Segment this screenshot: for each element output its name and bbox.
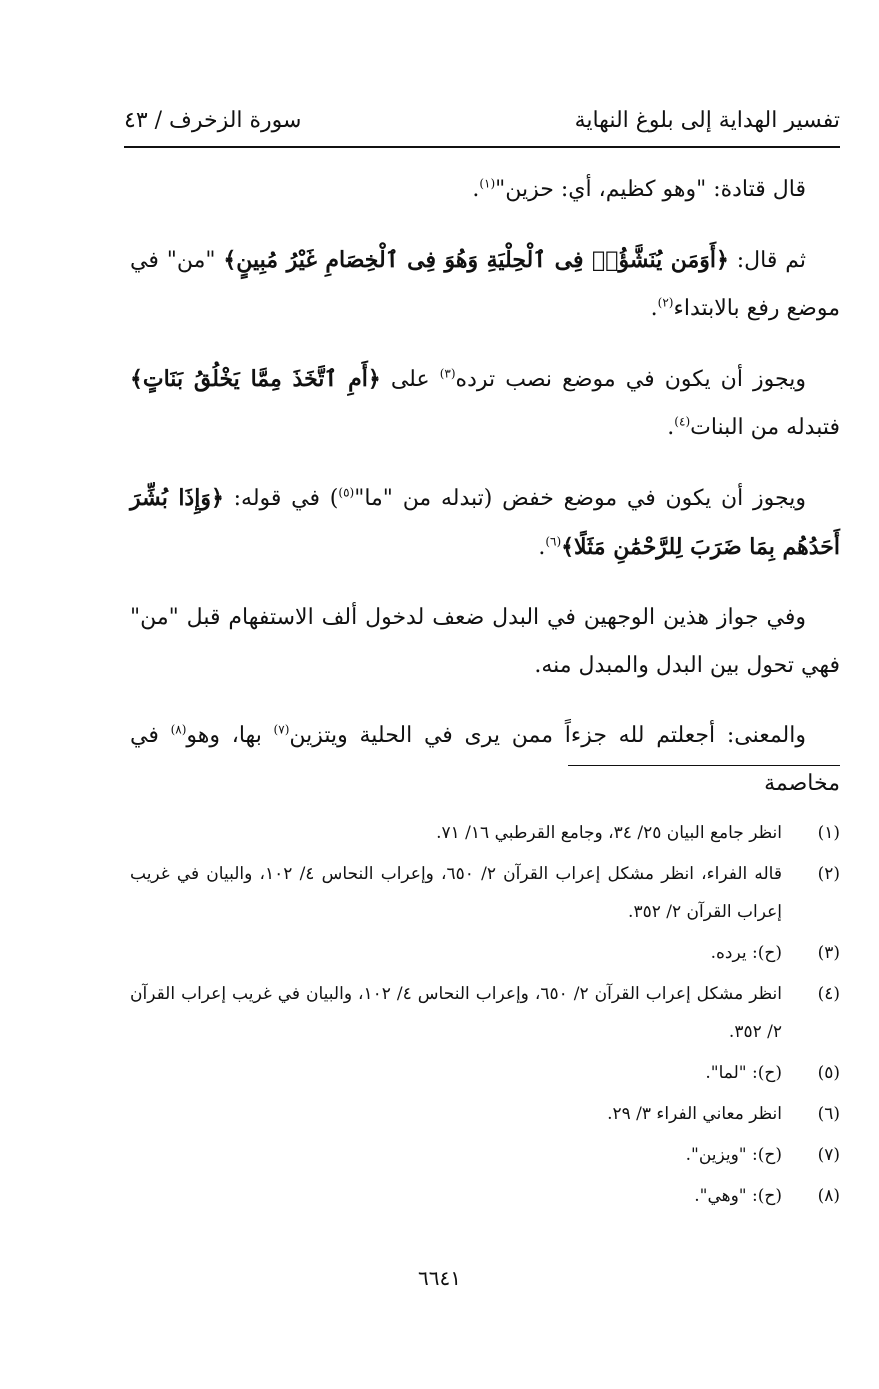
paragraph-3 xyxy=(130,355,840,452)
footnote-number: (٥) xyxy=(817,1063,840,1083)
paragraph-5 xyxy=(130,594,840,690)
footnote-ref-7: (٧) xyxy=(273,722,290,737)
footnote-number: (٣) xyxy=(817,943,840,963)
quran-verse-3: ﴿وَإِذَا بُشِّرَ أَحَدُهُم بِمَا ضَرَبَ لِلرَّحْمَٰنِ مَثَلًا﴾ xyxy=(130,485,840,560)
paragraph-4-text: ويجوز أن يكون في موضع خفض (تبدله من "ما" xyxy=(354,486,806,511)
paragraph-6-after: في مخاصمة xyxy=(130,723,840,796)
running-header xyxy=(124,104,840,140)
footnote-item xyxy=(130,814,840,852)
quran-verse-2: ﴿أَمِ ٱتَّخَذَ مِمَّا يَخْلُقُ بَنَاتٍ﴾ xyxy=(130,366,381,392)
footnote-text: قاله الفراء، انظر مشكل إعراب القرآن ٢/ ٦٥٠، وإعراب النحاس ٤/ ١٠٢، والبيان في غريب إعراب القرآن ٢/ ٣٥٢. xyxy=(130,864,782,922)
main-text xyxy=(130,166,840,830)
footnote-ref-4: (٤) xyxy=(674,414,691,429)
paragraph-3-text: ويجوز أن يكون في موضع نصب ترده xyxy=(455,367,806,392)
footnote-item xyxy=(130,1136,840,1174)
footnote-number: (٧) xyxy=(817,1145,840,1165)
footnote-item xyxy=(130,1177,840,1215)
paragraph-1 xyxy=(130,166,840,214)
header-divider xyxy=(124,146,840,148)
footnote-separator xyxy=(568,765,840,766)
footnote-item xyxy=(130,975,840,1051)
paragraph-6-mid: بها، وهو xyxy=(186,723,274,748)
footnote-text: (ح): "وهي". xyxy=(694,1186,782,1206)
paragraph-4-end: . xyxy=(538,535,546,560)
paragraph-4 xyxy=(130,474,840,572)
footnote-text: انظر مشكل إعراب القرآن ٢/ ٦٥٠، وإعراب النحاس ٤/ ١٠٢، والبيان في غريب إعراب القرآن ٢/ ٣٥٢. xyxy=(130,984,782,1042)
footnote-text: (ح): "ويزين". xyxy=(685,1145,782,1165)
footnote-item xyxy=(130,855,840,931)
book-title: تفسير الهداية إلى بلوغ النهاية xyxy=(574,108,840,133)
footnote-item xyxy=(130,1054,840,1092)
paragraph-3-end: . xyxy=(667,415,675,440)
footnote-ref-5: (٥) xyxy=(338,485,355,500)
paragraph-2-after: "من" في موضع رفع بالابتداء xyxy=(130,248,840,321)
footnote-number: (٦) xyxy=(817,1104,840,1124)
footnote-ref-3: (٣) xyxy=(439,366,456,381)
footnote-item xyxy=(130,1095,840,1133)
footnote-text: (ح): يرده. xyxy=(710,943,782,963)
footnote-text: (ح): "لما". xyxy=(705,1063,782,1083)
footnote-text: انظر معاني الفراء ٣/ ٢٩. xyxy=(607,1104,782,1124)
footnote-text: انظر جامع البيان ٢٥/ ٣٤، وجامع القرطبي ١٦/ ٧١. xyxy=(436,823,782,843)
quran-verse-1: ﴿أَوَمَن يُنَشَّؤُا۟ فِى ٱلْحِلْيَةِ وَهُوَ فِى ٱلْخِصَامِ غَيْرُ مُبِينٍ﴾ xyxy=(223,247,729,273)
paragraph-2 xyxy=(130,236,840,333)
footnote-item xyxy=(130,934,840,972)
footnote-ref-1: (١) xyxy=(479,176,496,191)
paragraph-4-mid: ) في قوله: xyxy=(223,486,339,511)
footnote-ref-2: (٢) xyxy=(657,295,674,310)
footnote-number: (٤) xyxy=(817,984,840,1004)
paragraph-6-text: والمعنى: أجعلتم لله جزءاً ممن يرى في الحلية ويتزين xyxy=(289,723,806,748)
footnote-number: (٢) xyxy=(817,864,840,884)
paragraph-1-end: . xyxy=(472,177,480,202)
paragraph-5-text: وفي جواز هذين الوجهين في البدل ضعف لدخول ألف الاستفهام قبل "من" فهي تحول بين البدل والمبدل منه. xyxy=(130,605,840,678)
surah-chapter: سورة الزخرف / ٤٣ xyxy=(124,108,302,133)
footnote-number: (٨) xyxy=(817,1186,840,1206)
paragraph-2-end: . xyxy=(650,296,658,321)
paragraph-1-text: قال قتادة: "وهو كظيم، أي: حزين" xyxy=(495,177,806,202)
paragraph-3-mid: على xyxy=(380,367,440,392)
footnote-ref-8: (٨) xyxy=(170,722,187,737)
paragraph-3-after: فتبدله من البنات xyxy=(690,415,840,440)
paragraph-2-intro: ثم قال: xyxy=(728,248,807,273)
footnote-ref-6: (٦) xyxy=(545,534,562,549)
page-number: ٦٦٤١ xyxy=(418,1266,461,1290)
footnote-number: (١) xyxy=(817,823,840,843)
footnotes xyxy=(130,814,840,1218)
paragraph-6 xyxy=(130,712,840,808)
